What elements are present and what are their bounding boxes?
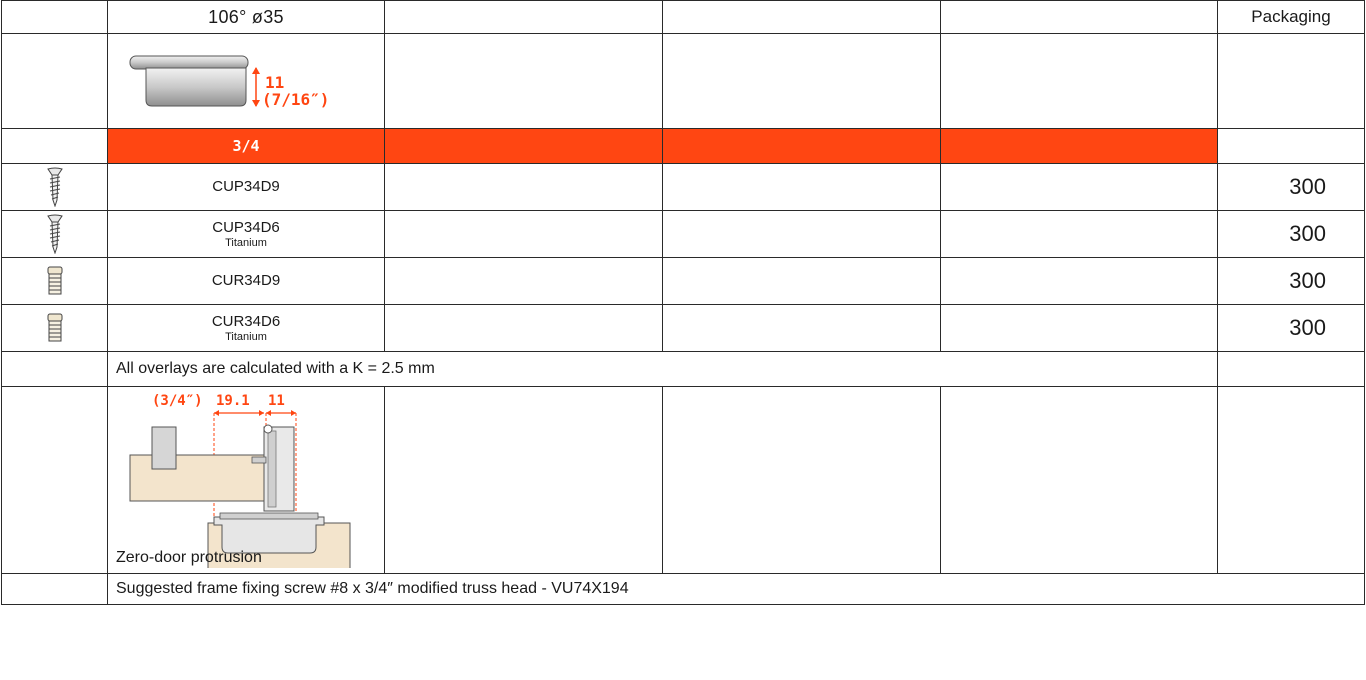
- header-row: [2, 1, 1365, 34]
- footer-note: Suggested frame fixing screw #8 x 3/4″ modified truss head - VU74X194: [108, 574, 1365, 605]
- packaging-qty: 300: [1218, 164, 1365, 211]
- empty-cell: [1218, 34, 1365, 129]
- product-code: CUR34D6: [211, 313, 281, 330]
- diagram-caption: Zero-door protrusion: [116, 549, 262, 566]
- overlay-label: 3/4: [108, 129, 385, 164]
- overlay-note: All overlays are calculated with a K = 2.5 mm: [108, 352, 1218, 387]
- spec-table: [1, 0, 1365, 605]
- empty-cell: [941, 34, 1218, 129]
- wood-screw-icon: [2, 164, 108, 211]
- empty-cell: [385, 258, 663, 305]
- angle-header: 106° ø35: [108, 1, 385, 34]
- installation-diagram-row: [2, 387, 1365, 574]
- face-frame-installation-diagram: [108, 387, 385, 568]
- cup-image-cell: [108, 34, 385, 129]
- empty-cell: [941, 387, 1218, 574]
- overlay-band-fill: [941, 129, 1218, 164]
- overlay-dim-mm: 19.1: [216, 393, 250, 409]
- overlay-band-row: [2, 129, 1365, 164]
- cup-depth-inch: (7/16″): [262, 90, 330, 109]
- wood-screw-icon: [2, 211, 108, 258]
- product-code-cell: [108, 258, 385, 305]
- cup-image-row: [2, 34, 1365, 129]
- product-code-cell: [108, 164, 385, 211]
- product-code: CUP34D6: [212, 219, 280, 236]
- packaging-qty: 300: [1218, 305, 1365, 352]
- product-code-cell: [108, 211, 385, 258]
- empty-cell: [941, 258, 1218, 305]
- cup-depth-mm: 11: [265, 73, 285, 92]
- empty-cell: [941, 164, 1218, 211]
- dowel-insert-icon: [2, 258, 108, 305]
- empty-cell: [2, 574, 108, 605]
- empty-cell: [385, 211, 663, 258]
- empty-cell: [385, 34, 663, 129]
- product-row: [2, 164, 1365, 211]
- empty-cell: [2, 1, 108, 34]
- packaging-qty: 300: [1218, 258, 1365, 305]
- packaging-header: Packaging: [1218, 1, 1365, 34]
- product-row: [2, 305, 1365, 352]
- footer-row: [2, 574, 1365, 605]
- empty-cell: [385, 1, 663, 34]
- packaging-qty: 300: [1218, 211, 1365, 258]
- product-code: CUR34D9: [211, 272, 281, 289]
- product-row: [2, 258, 1365, 305]
- empty-cell: [663, 211, 941, 258]
- empty-cell: [2, 129, 108, 164]
- overlay-note-row: [2, 352, 1365, 387]
- empty-cell: [2, 352, 108, 387]
- product-finish: Titanium: [225, 237, 267, 249]
- empty-cell: [1218, 352, 1365, 387]
- empty-cell: [385, 164, 663, 211]
- empty-cell: [1218, 129, 1365, 164]
- empty-cell: [663, 1, 941, 34]
- empty-cell: [941, 211, 1218, 258]
- installation-diagram-cell: [108, 387, 385, 574]
- hinge-offset-dim: 11: [268, 393, 285, 409]
- empty-cell: [663, 305, 941, 352]
- overlay-dim-inch: (3/4″): [152, 393, 203, 409]
- empty-cell: [941, 1, 1218, 34]
- empty-cell: [663, 164, 941, 211]
- product-code: CUP34D9: [212, 178, 280, 195]
- empty-cell: [2, 387, 108, 574]
- empty-cell: [1218, 387, 1365, 574]
- overlay-band-fill: [385, 129, 663, 164]
- empty-cell: [663, 34, 941, 129]
- dowel-insert-icon: [2, 305, 108, 352]
- empty-cell: [663, 258, 941, 305]
- product-code-cell: [108, 305, 385, 352]
- hinge-cup-illustration: [108, 34, 385, 123]
- product-row: [2, 211, 1365, 258]
- empty-cell: [663, 387, 941, 574]
- overlay-band-fill: [663, 129, 941, 164]
- empty-cell: [385, 305, 663, 352]
- product-finish: Titanium: [225, 331, 267, 343]
- empty-cell: [2, 34, 108, 129]
- empty-cell: [941, 305, 1218, 352]
- empty-cell: [385, 387, 663, 574]
